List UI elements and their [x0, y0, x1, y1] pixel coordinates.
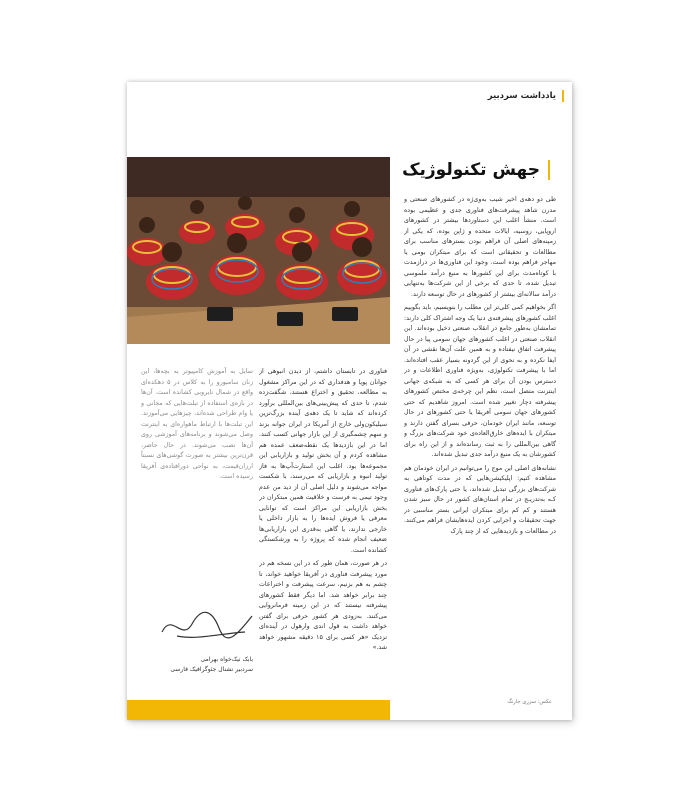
photo-description [141, 367, 253, 527]
article-column-right [404, 195, 556, 695]
editor-title: سردبیر نشنال جئوگرافیک فارسی [170, 666, 253, 673]
paragraph: فناوری در تابستان داشتم، از دیدن انبوهی از جوانان پویا و هدفداری که در این مراکز مشغول به مطالعه، تحقیق و اختراع هستند، شگفت‌زده شدم، تا حدی که پیش‌بینی‌های بین‌المللی برآورد کرده‌اند که شاید تا یک دهه‌ی آینده بزرگ‌ترین سیلیکون‌ولی خارج از آمریکا در ایران جوانه بزند و سهم چشمگیری از این بازار جهانی کسب کنند. اما در این بازدیدها یک نقطه‌ضعف عمده هم مشاهده کردم و آن بخش تولید و بازاریابی این مجموعه‌ها بود. اغلب این استارت‌آپ‌ها به فاز تولید انبوه و بازاریابی که می‌رسند، با شکست مواجه می‌شوند و دلیل اصلی آن از دید من عدم وجود تیمی به فرست و خلاقیت همین مبتکران در بخش بازاریابی این مراکز است که توانایی معرفی یا فروش ایده‌ها را به بازار داخلی یا خارجی ندارند، یا گاهی به‌قدری این بازاریابی‌ها ضعیف انجام شده که پروژه را به ورشکستگی کشانده است. [259, 368, 387, 554]
paragraph: در هر صورت، همان طور که در این نسخه هم در مورد پیشرفت فناوری در آفریقا خواهید خواند، تا چشم به هم بزنیم، سرعت پیشرفت و اختراعات چند برابر خواهد شد. اما دیگر فقط کشورهای پیشرفته نیستند که در این زمینه فرمانروایی می‌کنند. به‌زودی هر کشور حرفی برای گفتن خواهد داشت به قول اندی وارهول در آینده‌ای نزدیک «هر کسی برای ۱۵ دقیقه مشهور خواهد شد.» [259, 560, 387, 651]
editor-signature [157, 602, 257, 647]
article-title: جهش تکنولوژیک [402, 160, 540, 180]
photo-illustration [127, 157, 390, 344]
article-photo [127, 157, 390, 344]
header-accent-rule [562, 90, 564, 102]
paragraph: نشانه‌های اصلی این موج را می‌توانیم در ایران خودمان هم مشاهده کنیم: اپلیکیشن‌هایی که در مدت کوتاهی به شرکت‌های بزرگی تبدیل شده‌اند، یا حتی پارک‌های فناوری کـه به‌تدریـج در تمام استان‌های کشور در حال سبز شدن هستند و کم کم برای مبتکران ایرانی بستر مناسبی در جهت تحقیقات و اجرایی کردن ایده‌هایشان فراهم می‌کنند. در مطالعات و بازدیدهایی که از چند پارک [404, 464, 556, 535]
paragraph: اگر بخواهیم کمی کلی‌تر این مطلب را بنویسیم، باید بگوییم اغلب کشورهای پیشرفته‌ی دنیا یک وجه اشتراک کلی دارند: تمامشان به‌طور جامع در انقلاب صنعتی دخیل بوده‌اند. این انقلاب صنعتی در اغلب کشورهای جهان سومی پیا در حال پیشرفت اتفاق نیفتاده و به همین علت آن‌ها نقشی در آن ایفا نکرده و به نحوی از این گردونه بسیار عقب افتاده‌اند. اما با پیشرفت تکنولوژی، به‌ویژه فناوری اطلاعات و در دسترس بودن آن برای هر کسی که به شبکه‌ی جهانی اینترنت متصل است، نظم این چرخه‌ی مختص کشورهای پیشرفته دچار تغییر شده است. امروز شاهدیم که حتی کشورهای جهان سومی آفریقا یا حتی کشورهای در حال توسعه، مانند ایران خودمان، حرفی بسرای گفتن دارند و مبتکران با ایده‌های خارق‌العاده‌ی خود شرکت‌های بزرگ و گاهی بین‌المللی را به ثبت رسانده‌اند و از این راه برای کشورشان به یک منبع درآمد جدی تبدیل شده‌اند. [404, 304, 556, 458]
magazine-page [127, 82, 572, 720]
section-label: یادداشت سردبیر [487, 91, 556, 101]
section-header [488, 90, 564, 102]
paragraph: تمایل به آموزش کامپیوتر به بچه‌ها، این زنان سامبورو را به کلاس در ۵ دهکده‌ای واقع در شمال نایروبی کشانده است. آن‌ها در بازه‌ی استفاده از تبلت‌هایی که مجانی و یا وام طراحی شده‌اند، چیزهایی می‌آموزند. این تبلت‌ها با ارتباط ماهواره‌ای به اینترنت وصل می‌شوند و برنامه‌های آموزشی روی آن‌ها نصب می‌شوند. در حال حاضر، قرن‌ترین بیشتر به صورت گوشی‌های نسبتاً ارزان‌قیمت، به نواحی دورافتاده‌ی آفریقا رسیده است. [141, 368, 253, 480]
photo-credit: عکس: سزری جارنگ [507, 699, 552, 705]
yellow-footer-bar [127, 700, 390, 720]
title-accent-rule [548, 160, 550, 180]
article-column-middle [259, 367, 387, 687]
signature-block [141, 655, 253, 675]
article-title-block [402, 160, 550, 180]
editor-name: بابک نیک‌خواه بهرامی [200, 656, 253, 663]
paragraph: طی دو دهه‌ی اخیر شیب به‌وی‌ژه در کشورهای صنعتی و مدرن شاهد پیشرفت‌های فناوری جدی و عظیمی بوده است. منشأ اغلب این دستاوردها بیشتر در کشورهای اروپایی، روسیه، ایالات متحده و ژاپن بوده، که یکی از زمینه‌های اصلی آن فراهم بودن بسترهای مناسب برای مطالعات و تحقیقاتی است که برای مبتکران بومی یا مهاجر فراهم بوده است. وجود این فناوری‌ها در درازمدت با کوتاه‌مدت برای این کشورها به منبع درآمد ملموسی تبدیل شده، تا حدی که برخی از این شرکت‌ها به‌تنهایی درآمد سالانه‌ای بیشتر از کشورهای در حال توسعه دارند. [404, 196, 556, 298]
